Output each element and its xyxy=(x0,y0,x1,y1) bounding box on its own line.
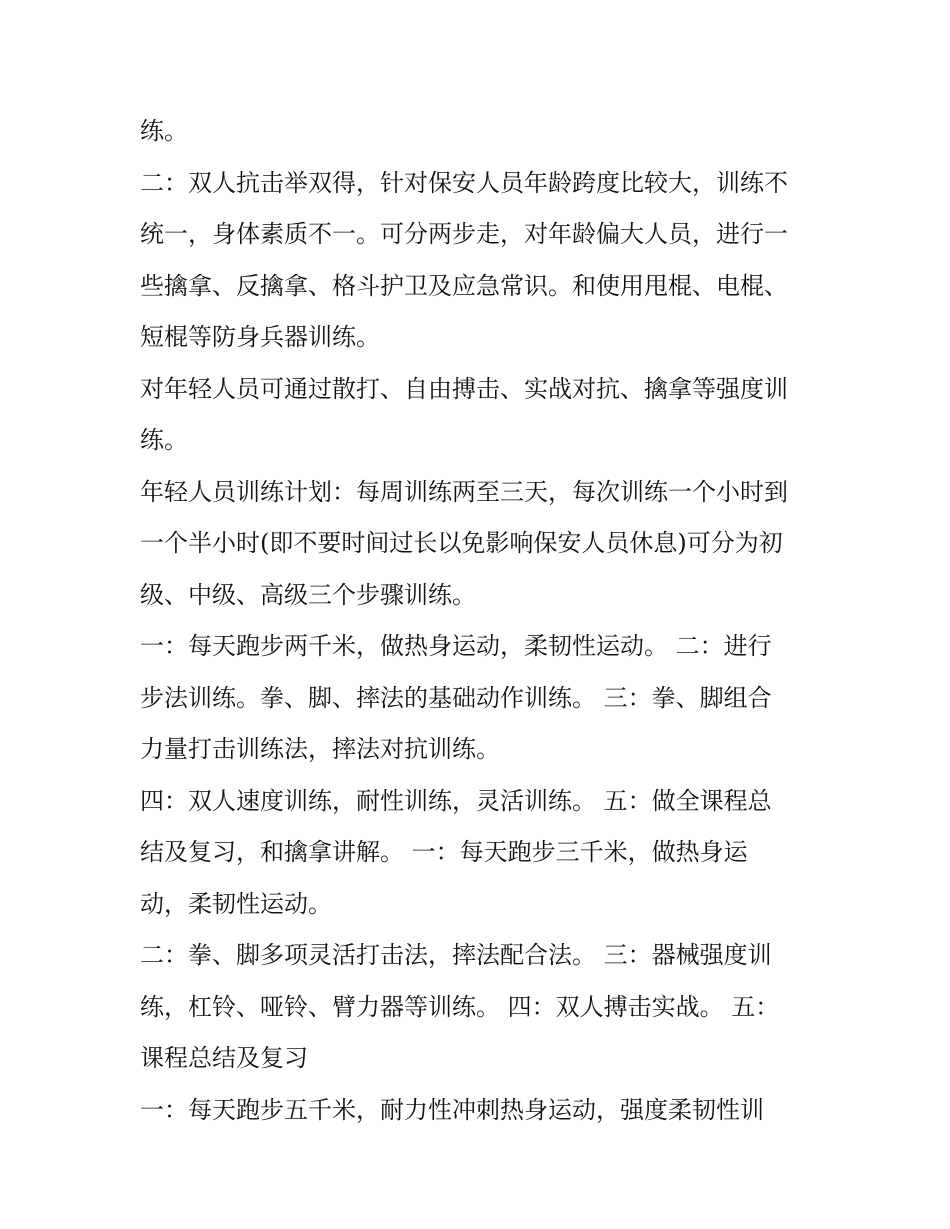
text-line: 年轻人员训练计划：每周训练两至三天，每次训练一个小时到 xyxy=(140,477,788,506)
text-line: 一：每天跑步两千米，做热身运动，柔韧性运动。 二：进行 xyxy=(140,632,772,660)
text-line: 练。 xyxy=(140,117,188,145)
text-line: 统一，身体素质不一。可分两步走，对年龄偏大人员，进行一 xyxy=(140,220,788,248)
text-line: 短棍等防身兵器训练。 xyxy=(140,323,380,351)
text-line: 力量打击训练法，摔法对抗训练。 xyxy=(140,735,500,763)
text-line: 练，杠铃、哑铃、臂力器等训练。 四：双人搏击实战。 五： xyxy=(140,992,780,1021)
text-line: 二：双人抗击举双得，针对保安人员年龄跨度比较大，训练不 xyxy=(140,168,788,197)
text-line: 级、中级、高级三个步骤训练。 xyxy=(140,580,476,609)
text-line: 结及复习，和擒拿讲解。 一：每天跑步三千米，做热身运 xyxy=(140,838,748,866)
text-line: 课程总结及复习 xyxy=(140,1044,308,1072)
text-line: 步法训练。拳、脚、摔法的基础动作训练。 三：拳、脚组合 xyxy=(140,683,772,712)
text-line: 一个半小时(即不要时间过长以免影响保安人员休息)可分为初 xyxy=(140,529,783,557)
text-line: 二：拳、脚多项灵活打击法，摔法配合法。 三：器械强度训 xyxy=(140,941,772,969)
text-line: 练。 xyxy=(140,426,188,454)
document-body xyxy=(140,106,830,1136)
text-line: 一：每天跑步五千米，耐力性冲刺热身运动，强度柔韧性训 xyxy=(140,1095,764,1124)
text-line: 四：双人速度训练，耐性训练，灵活训练。 五：做全课程总 xyxy=(140,786,772,815)
text-line: 动，柔韧性运动。 xyxy=(140,889,332,918)
text-line: 对年轻人员可通过散打、自由搏击、实战对抗、擒拿等强度训 xyxy=(140,374,788,403)
text-line: 些擒拿、反擒拿、格斗护卫及应急常识。和使用甩棍、电棍、 xyxy=(140,271,788,300)
